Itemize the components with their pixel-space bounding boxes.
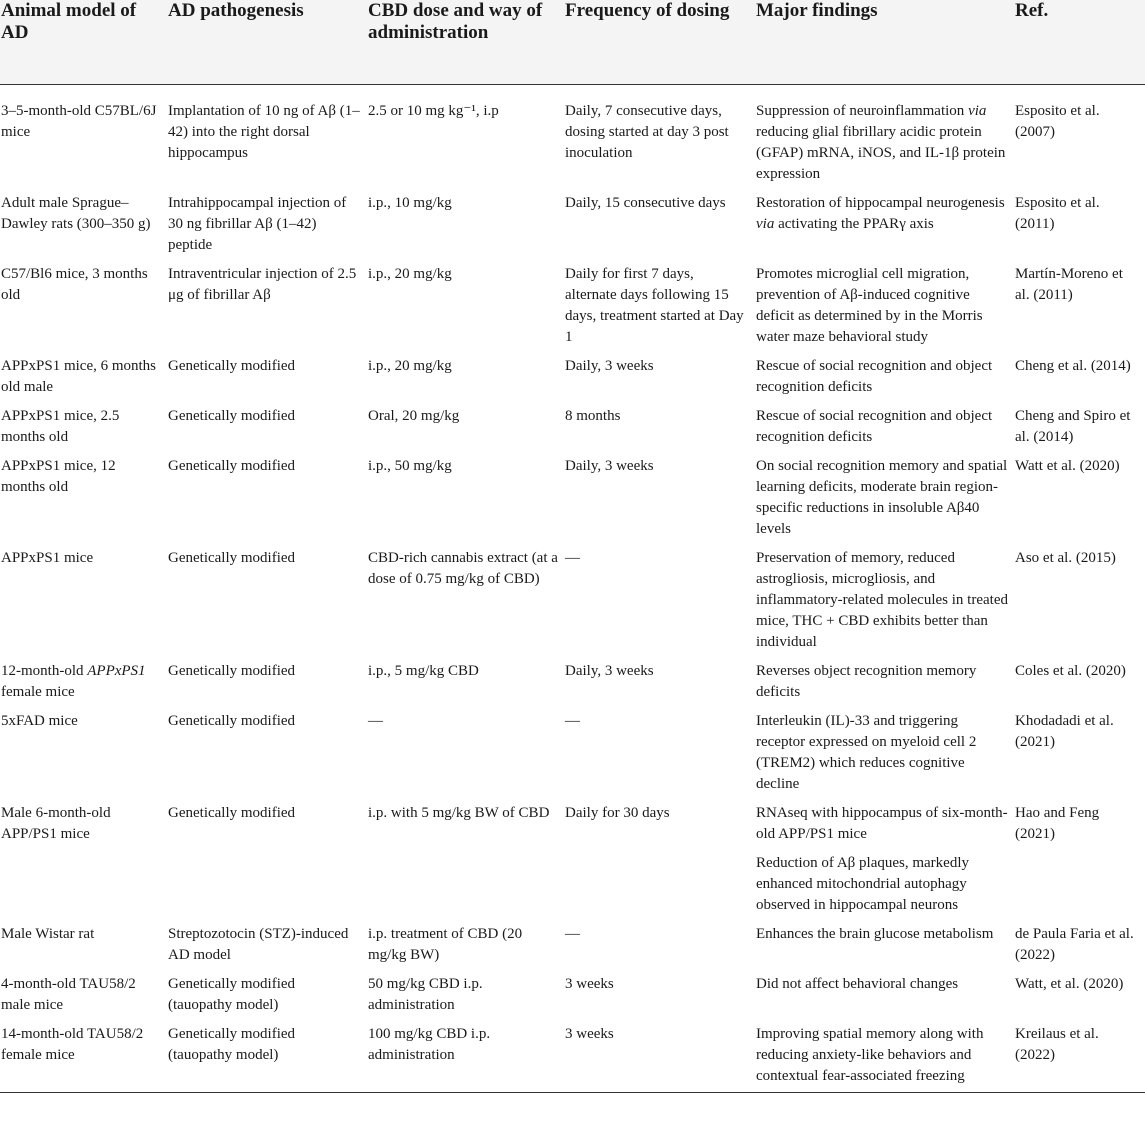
cell-frequency: Daily, 15 consecutive days	[565, 194, 726, 211]
cell-pathogenesis: Genetically modified	[168, 549, 296, 566]
cell-frequency: Daily for 30 days	[565, 804, 670, 821]
cell-model: Male Wistar rat	[1, 925, 95, 942]
cell-finding: Rescue of social recognition and object recognition deficits	[756, 357, 993, 395]
table-row	[0, 799, 1145, 920]
cell-pathogenesis: Intraventricular injection of 2.5 μg of fibrillar Aβ	[168, 265, 357, 303]
header-cbd-dose: CBD dose and way of administration	[367, 0, 564, 84]
finding-italic: via	[968, 102, 987, 119]
cell-ref: Esposito et al. (2011)	[1015, 194, 1100, 232]
cell-frequency: 3 weeks	[564, 1020, 755, 1093]
cell-pathogenesis: Genetically modified	[168, 357, 296, 374]
model-text: 12-month-old	[1, 662, 88, 679]
cell-pathogenesis: Genetically modified	[168, 804, 296, 821]
cell-pathogenesis: Streptozotocin (STZ)-induced AD model	[168, 925, 349, 963]
cell-dose: i.p., 20 mg/kg	[368, 265, 452, 282]
cell-model: 3–5-month-old C57BL/6J mice	[1, 102, 157, 140]
cell-frequency: Daily for first 7 days, alternate days following 15 days, treatment started at Day 1	[565, 265, 744, 345]
table-row	[0, 707, 1145, 799]
table-row	[0, 544, 1145, 657]
cell-model: C57/Bl6 mice, 3 months old	[1, 265, 148, 303]
header-frequency: Frequency of dosing	[564, 0, 755, 84]
cell-frequency: Daily, 3 weeks	[565, 457, 654, 474]
cell-dose: i.p. treatment of CBD (20 mg/kg BW)	[368, 925, 523, 963]
cell-model: 4-month-old TAU58/2 male mice	[1, 975, 136, 1013]
header-pathogenesis: AD pathogenesis	[167, 0, 367, 84]
table-row	[0, 352, 1145, 402]
model-text: female mice	[1, 683, 75, 700]
cell-ref: Khodadadi et al. (2021)	[1015, 712, 1114, 750]
cell-finding: Promotes microglial cell migration, prevention of Aβ-induced cognitive deficit as determined by in the Morris water maze behavioral study	[756, 265, 983, 345]
cell-dose: 2.5 or 10 mg kg⁻¹, i.p	[368, 102, 499, 119]
cell-finding: Interleukin (IL)-33 and triggering receptor expressed on myeloid cell 2 (TREM2) which reduces cognitive decline	[756, 712, 977, 792]
cell-finding: Preservation of memory, reduced astrogliosis, microgliosis, and inflammatory-related molecules in treated mice, THC + CBD exhibits better than individual	[756, 549, 1008, 650]
cell-pathogenesis: Genetically modified (tauopathy model)	[167, 1020, 367, 1093]
cell-model: APPxPS1 mice, 12 months old	[1, 457, 116, 495]
cell-frequency: Daily, 7 consecutive days, dosing started at day 3 post inoculation	[565, 102, 729, 161]
cell-dose: 100 mg/kg CBD i.p. administration	[367, 1020, 564, 1093]
cell-finding	[755, 189, 1014, 260]
cell-pathogenesis: Genetically modified	[168, 662, 296, 679]
finding-italic: via	[756, 215, 775, 232]
finding-text: Suppression of neuroinflammation	[756, 102, 969, 119]
cell-finding	[755, 84, 1014, 189]
cell-dose: —	[368, 712, 383, 729]
cell-dose: CBD-rich cannabis extract (at a dose of 0.75 mg/kg of CBD)	[368, 549, 558, 587]
cell-ref: Coles et al. (2020)	[1015, 662, 1126, 679]
header-findings: Major findings	[755, 0, 1014, 84]
cell-ref: Cheng and Spiro et al. (2014)	[1015, 407, 1131, 445]
cell-model: Male 6-month-old APP/PS1 mice	[1, 804, 111, 842]
finding-text: Restoration of hippocampal neurogenesis	[756, 194, 1005, 211]
finding-text: reducing glial fibrillary acidic protein (GFAP) mRNA, iNOS, and IL-1β protein expression	[756, 123, 1006, 182]
table-header	[0, 0, 1145, 84]
cell-ref: Watt, et al. (2020)	[1015, 975, 1124, 992]
cell-finding: Reverses object recognition memory deficits	[756, 662, 977, 700]
cell-pathogenesis: Genetically modified	[168, 712, 296, 729]
cell-ref: Aso et al. (2015)	[1015, 549, 1116, 566]
table-row	[0, 1020, 1145, 1093]
header-animal-model: Animal model of AD	[0, 0, 167, 84]
cell-model: Adult male Sprague–Dawley rats (300–350 g)	[1, 194, 151, 232]
cell-dose: i.p., 5 mg/kg CBD	[368, 662, 479, 679]
cell-model: 14-month-old TAU58/2 female mice	[0, 1020, 167, 1093]
cell-finding: Enhances the brain glucose metabolism	[756, 925, 994, 942]
cell-pathogenesis: Genetically modified (tauopathy model)	[168, 975, 296, 1013]
cell-ref: de Paula Faria et al. (2022)	[1015, 925, 1134, 963]
cell-model: APPxPS1 mice, 6 months old male	[1, 357, 157, 395]
cell-dose: i.p. with 5 mg/kg BW of CBD	[368, 804, 550, 821]
cell-model: APPxPS1 mice	[1, 549, 94, 566]
cell-pathogenesis: Intrahippocampal injection of 30 ng fibrillar Aβ (1–42) peptide	[168, 194, 347, 253]
cell-finding: Rescue of social recognition and object recognition deficits	[756, 407, 993, 445]
finding-paragraph: Reduction of Aβ plaques, markedly enhanced mitochondrial autophagy observed in hippocampal neurons	[756, 854, 970, 913]
table-row	[0, 970, 1145, 1020]
cell-dose: 50 mg/kg CBD i.p. administration	[368, 975, 483, 1013]
cell-pathogenesis: Implantation of 10 ng of Aβ (1–42) into the right dorsal hippocampus	[168, 102, 360, 161]
finding-paragraph: RNAseq with hippocampus of six-month-old APP/PS1 mice	[756, 804, 1008, 842]
cell-ref: Cheng et al. (2014)	[1015, 357, 1131, 374]
cell-finding: Improving spatial memory along with reducing anxiety-like behaviors and contextual fear-associated freezing	[755, 1020, 1014, 1093]
cell-finding: On social recognition memory and spatial learning deficits, moderate brain region-specific reductions in insoluble Aβ40 levels	[756, 457, 1008, 537]
cell-ref: Kreilaus et al. (2022)	[1014, 1020, 1145, 1093]
table-row	[0, 189, 1145, 260]
cell-frequency: Daily, 3 weeks	[565, 357, 654, 374]
table-row	[0, 657, 1145, 707]
table-body	[0, 84, 1145, 1092]
cell-model: APPxPS1 mice, 2.5 months old	[1, 407, 120, 445]
cell-pathogenesis: Genetically modified	[168, 457, 296, 474]
cell-frequency: —	[565, 925, 580, 942]
header-ref: Ref.	[1014, 0, 1145, 84]
cell-ref: Hao and Feng (2021)	[1015, 804, 1100, 842]
model-italic: APPxPS1	[87, 662, 146, 679]
cell-dose: Oral, 20 mg/kg	[368, 407, 460, 424]
cell-frequency: —	[565, 549, 580, 566]
cell-pathogenesis: Genetically modified	[168, 407, 296, 424]
cell-finding	[755, 799, 1014, 920]
cell-dose: i.p., 50 mg/kg	[368, 457, 452, 474]
table-row	[0, 920, 1145, 970]
finding-text: activating the PPARγ axis	[774, 215, 934, 232]
cell-frequency: Daily, 3 weeks	[565, 662, 654, 679]
table-row	[0, 84, 1145, 189]
table-row	[0, 452, 1145, 544]
table-row	[0, 402, 1145, 452]
table-row	[0, 260, 1145, 352]
cell-model: 5xFAD mice	[1, 712, 78, 729]
cell-dose: i.p., 20 mg/kg	[368, 357, 452, 374]
cell-finding: Did not affect behavioral changes	[756, 975, 959, 992]
cell-ref: Esposito et al. (2007)	[1015, 102, 1100, 140]
cell-ref: Martín-Moreno et al. (2011)	[1015, 265, 1123, 303]
cell-frequency: 8 months	[565, 407, 621, 424]
cell-frequency: —	[565, 712, 580, 729]
cell-dose: i.p., 10 mg/kg	[368, 194, 452, 211]
header-row	[0, 0, 1145, 84]
cell-frequency: 3 weeks	[565, 975, 614, 992]
cell-model	[0, 657, 167, 707]
cell-ref: Watt et al. (2020)	[1015, 457, 1120, 474]
